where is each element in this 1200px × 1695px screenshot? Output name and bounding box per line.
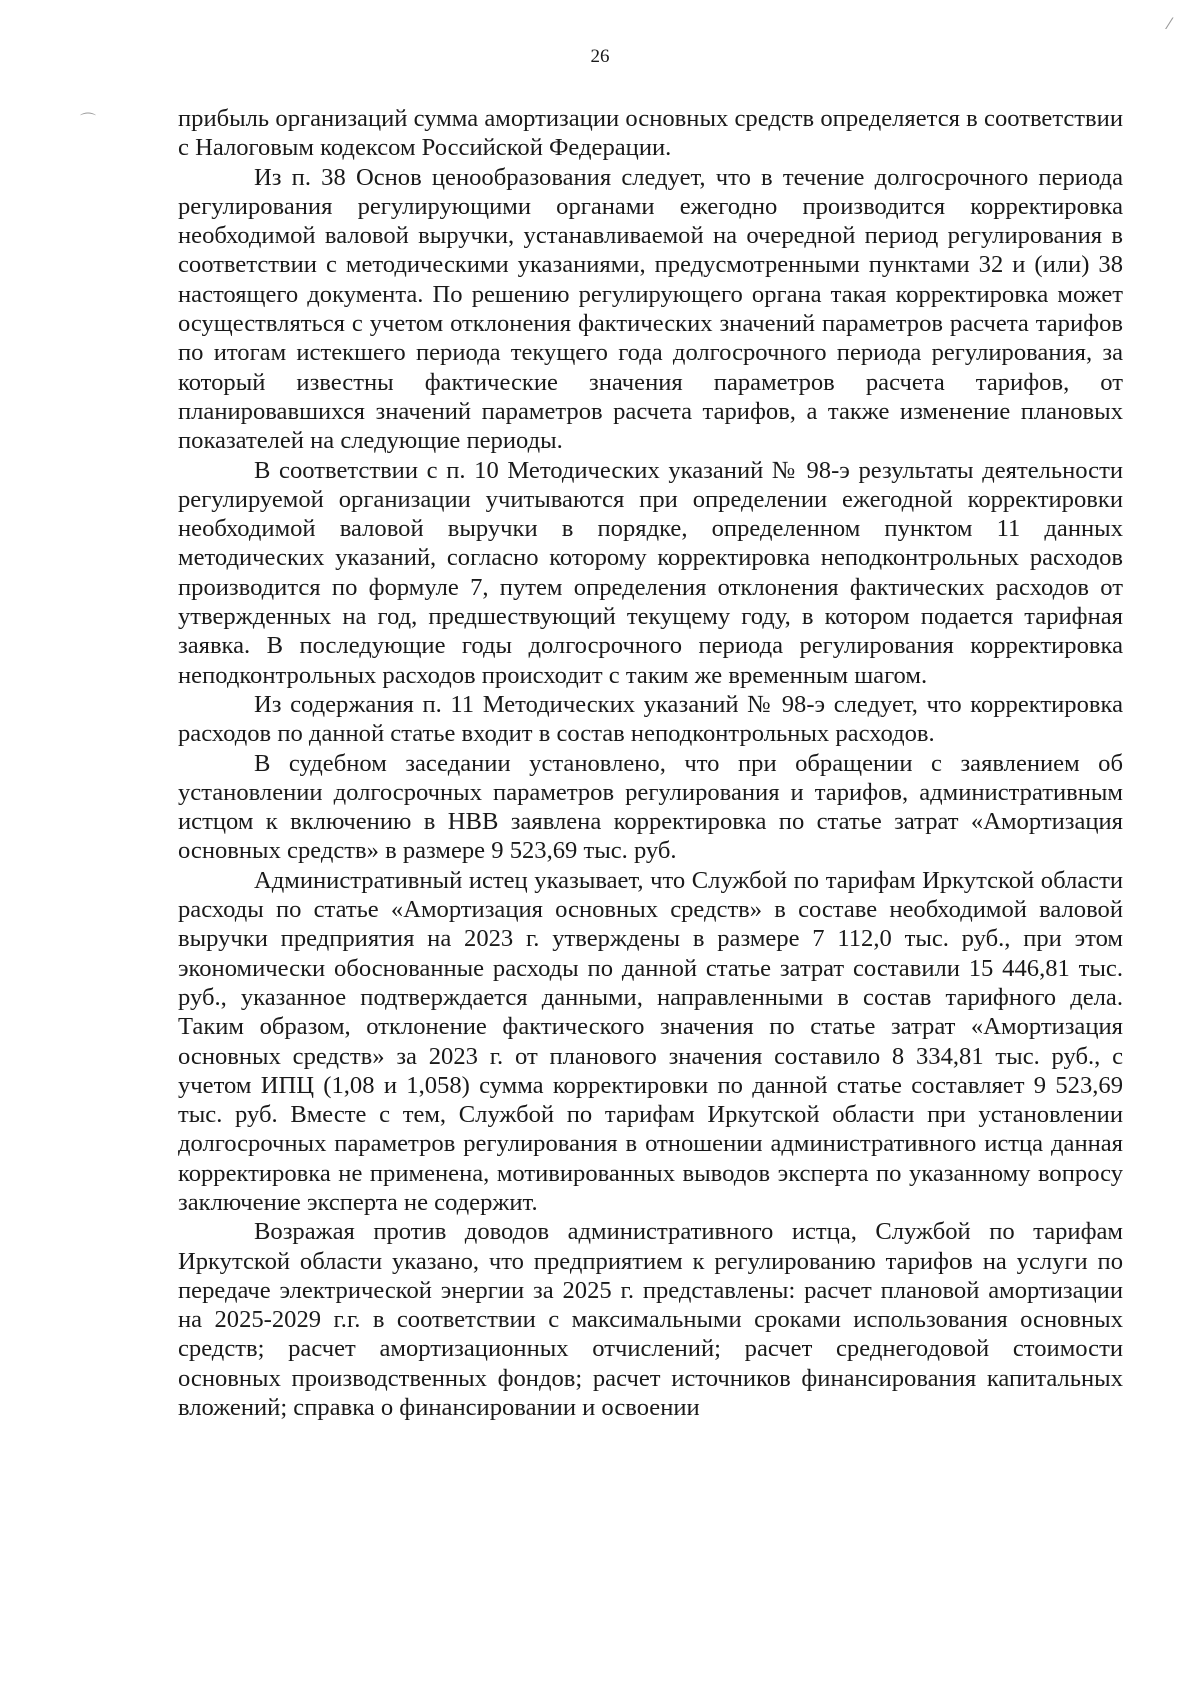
scan-artifact-top-right: ⁄ bbox=[1168, 14, 1171, 33]
paragraph-2: Из п. 38 Основ ценообразования следует, что в течение долгосрочного периода регулирования регулирующими органами ежегодно производится корректировка необходимой валовой выручки, устанавливаемой на очередной период регулирования в соответствии с методическими указаниями, предусмотренными пунктами 32 и (или) 38 настоящего документа. По решению регулирующего органа такая корректировка может осуществляться с учетом отклонения фактических значений параметров расчета тарифов по итогам истекшего периода текущего года долгосрочного периода регулирования, за который известны фактические значения параметров расчета тарифов, от планировавшихся значений параметров расчета тарифов, а также изменение плановых показателей на следующие периоды. bbox=[178, 163, 1123, 455]
page-number: 26 bbox=[590, 46, 610, 67]
paragraph-3: В соответствии с п. 10 Методических указаний № 98-э результаты деятельности регулируемой организации учитываются при определении ежегодной корректировки необходимой валовой выручки в порядке, определенном пунктом 11 данных методических указаний, согласно которому корректировка неподконтрольных расходов производится по формуле 7, путем определения отклонения фактических расходов от утвержденных на год, предшествующий текущему году, в котором подается тарифная заявка. В последующие годы долгосрочного периода регулирования корректировка неподконтрольных расходов происходит с таким же временным шагом. bbox=[178, 456, 1123, 689]
paragraph-7: Возражая против доводов административного истца, Службой по тарифам Иркутской области указано, что предприятием к регулированию тарифов на услуги по передаче электрической энергии за 2025 г. представлены: расчет плановой амортизации на 2025-2029 г.г. в соответствии с максимальными сроками использования основных средств; расчет амортизационных отчислений; расчет среднегодовой стоимости основных производственных фондов; расчет источников финансирования капитальных вложений; справка о финансировании и освоении bbox=[178, 1218, 1123, 1422]
paragraph-5: В судебном заседании установлено, что при обращении с заявлением об установлении долгосрочных параметров регулирования и тарифов, административным истцом к включению в НВВ заявлена корректировка по статье затрат «Амортизация основных средств» в размере 9 523,69 тыс. руб. bbox=[178, 749, 1123, 865]
scan-artifact-left-top: ⌒ bbox=[80, 111, 97, 130]
paragraph-1: прибыль организаций сумма амортизации основных средств определяется в соответствии с Налоговым кодексом Российской Федерации. bbox=[178, 105, 1123, 162]
paragraph-4: Из содержания п. 11 Методических указаний № 98-э следует, что корректировка расходов по данной статье входит в состав неподконтрольных расходов. bbox=[178, 690, 1123, 748]
paragraph-6: Административный истец указывает, что Службой по тарифам Иркутской области расходы по статье «Амортизация основных средств» в составе необходимой валовой выручки предприятия на 2023 г. утверждены в размере 7 112,0 тыс. руб., при этом экономически обоснованные расходы по данной статье затрат составили 15 446,81 тыс. руб., указанное подтверждается данными, направленными в состав тарифного дела. Таким образом, отклонение фактического значения по статье затрат «Амортизация основных средств» за 2023 г. от планового значения составило 8 334,81 тыс. руб., с учетом ИПЦ (1,08 и 1,058) сумма корректировки по данной статье составляет 9 523,69 тыс. руб. Вместе с тем, Службой по тарифам Иркутской области при установлении долгосрочных параметров регулирования в отношении административного истца данная корректировка не применена, мотивированных выводов эксперта по указанному вопросу заключение эксперта не содержит. bbox=[178, 866, 1123, 1216]
document-body bbox=[178, 104, 1123, 1422]
